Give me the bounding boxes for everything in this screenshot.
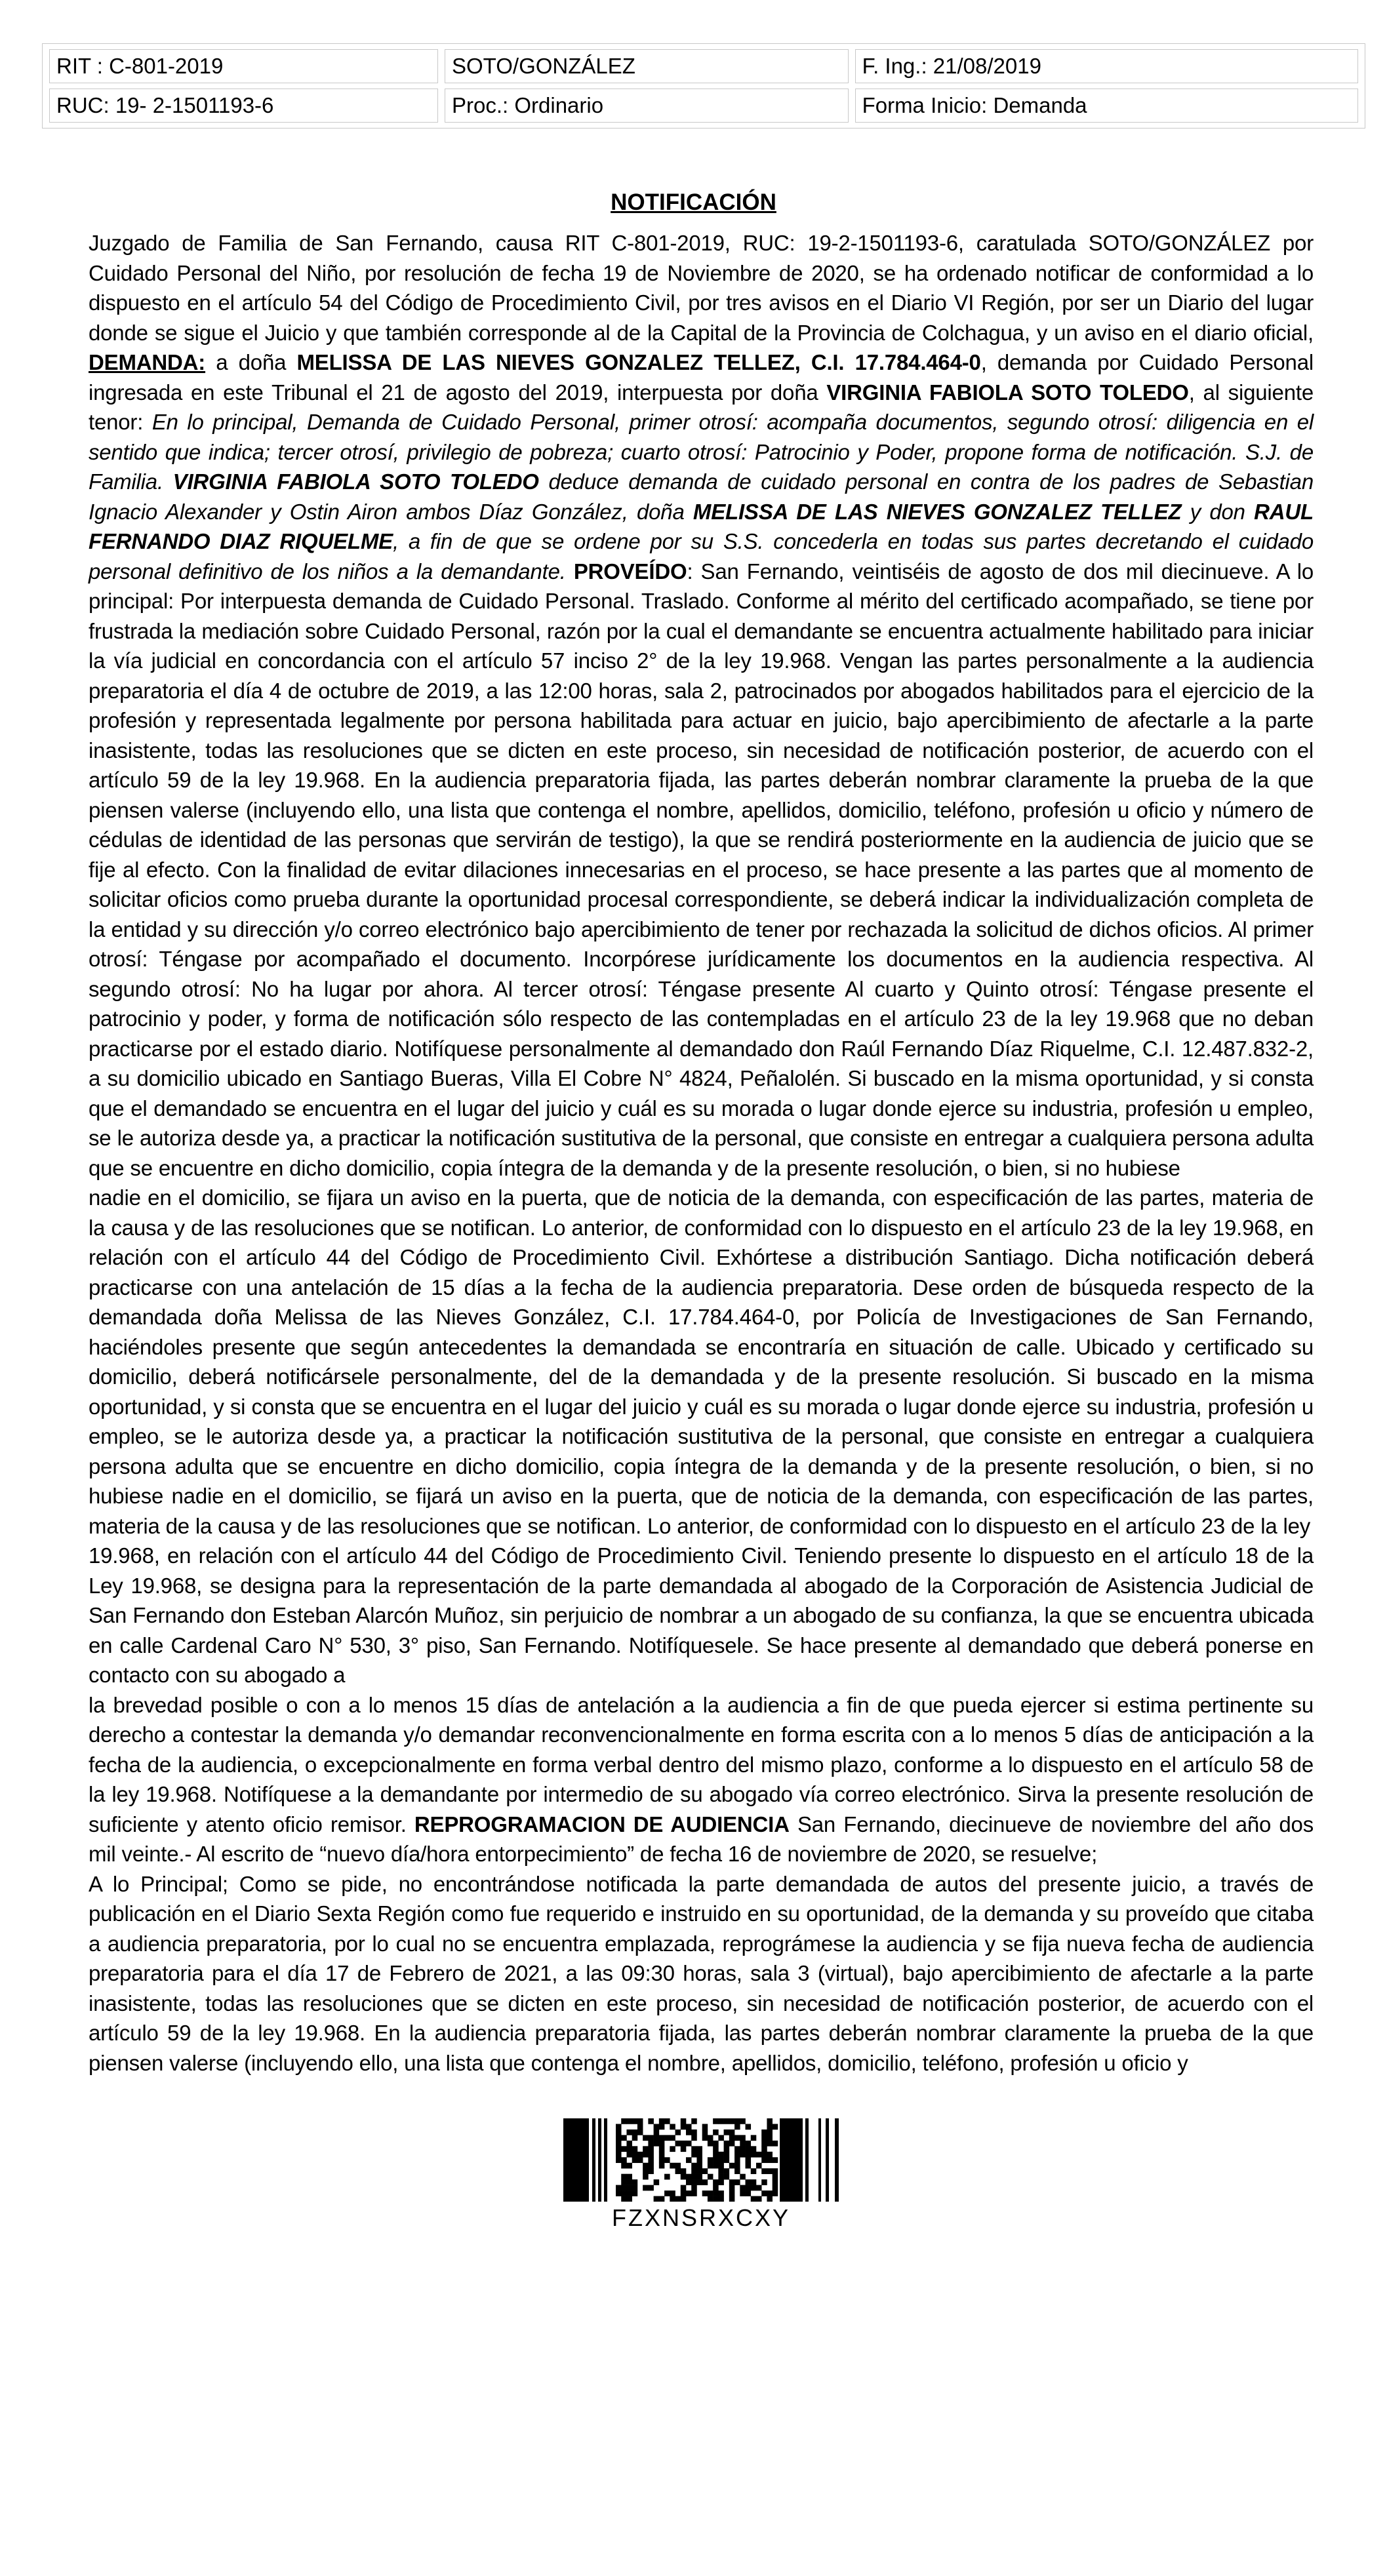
barcode-block [89,2118,1314,2232]
page-title [0,188,1387,218]
text-run: MELISSA DE LAS NIEVES GONZALEZ TELLEZ [693,499,1182,524]
document-body [89,228,1314,2078]
text-run: , demanda por Cuidado Personal ingresada en este Tribunal el 21 de agosto del 2019, interpuesta por doña [89,350,1314,405]
procedimiento-cell: Proc.: Ordinario [445,89,849,123]
text-run: a doña [205,350,297,374]
text-run: A lo Principal; Como se pide, no encontrándose notificada la parte demandada de autos del presente juicio, a través de publicación en el Diario Sexta Región como fue requerido e instruido en su oportunidad, de la demanda y su proveído que citaba a audiencia preparatoria, por lo cual no se encuentra emplazada, reprográmese la audiencia y se fija nueva fecha de audiencia preparatoria para el día 17 de Febrero de 2021, a las 09:30 horas, sala 3 (virtual), bajo apercibimiento de afectarle a la parte inasistente, todas las resoluciones que se dicten en este proceso, sin necesidad de notificación posterior, de acuerdo con el artículo 59 de la ley 19.968. En la audiencia preparatoria fijada, las partes deberán nombrar claramente la prueba de la que piensen valerse (incluyendo ello, una lista que contenga el nombre, apellidos, domicilio, teléfono, profesión u oficio y [89,1871,1314,2075]
text-run: , a fin de que se ordene por su S.S. concederla en todas sus partes decretando el cuidado personal definitivo de los niños a la demandante. [89,529,1314,584]
body-paragraph [89,228,1314,1183]
text-run: , al siguiente tenor: [89,380,1314,434]
body-paragraph [89,1690,1314,1869]
text-run: RAUL FERNANDO DIAZ RIQUELME [89,499,1314,553]
caratula-cell: SOTO/GONZÁLEZ [445,49,849,83]
text-run: Juzgado de Familia de San Fernando, causa RIT C-801-2019, RUC: 19-2-1501193-6, caratulada SOTO/GONZÁLEZ por Cuidado Personal del Niño, por resolución de fecha 19 de Noviembre de 2020, se ha ordenado notificar de conformidad a lo dispuesto en el artículo 54 del Código de Procedimiento Civil, por tres avisos en el Diario VI Región, por ser un Diario del lugar donde se sigue el Juicio y que también corresponde al de la Capital de la Provincia de Colchagua, y un aviso en el diario oficial, [89,231,1314,345]
barcode-caption: FZXNSRXCXY [611,2204,791,2231]
rit-cell: RIT : C-801-2019 [49,49,438,83]
text-run: VIRGINIA FABIOLA SOTO TOLEDO [172,469,539,494]
header-row [49,49,1358,83]
text-run: REPROGRAMACION DE AUDIENCIA [414,1812,790,1836]
ruc-cell: RUC: 19- 2-1501193-6 [49,89,438,123]
text-run: 19.968, en relación con el artículo 44 del Código de Procedimiento Civil. Teniendo presente lo dispuesto en el artículo 18 de la Ley 19.968, se designa para la representación de la parte demandada al abogado de la Corporación de Asistencia Judicial de San Fernando don Esteban Alarcón Muñoz, sin perjuicio de nombrar a un abogado de su confianza, la que se encuentra ubicada en calle Cardenal Caro N° 530, 3° piso, San Fernando. Notifíquesele. Se hace presente al demandado que deberá ponerse en contacto con su abogado a [89,1543,1314,1687]
text-run: En lo principal, Demanda de Cuidado Personal, primer otrosí: acompaña documentos, segundo otrosí: diligencia en el sentido que indica; tercer otrosí, privilegio de pobreza; cuarto otrosí: Patrocinio y Poder, propone forma de notificación. S.J. de Familia. [89,410,1314,494]
text-run: la brevedad posible o con a lo menos 15 días de antelación a la audiencia a fin de que pueda ejercer si estima pertinente su derecho a contestar la demanda y/o demandar reconvencionalmente en forma escrita con a lo menos 5 días de anticipación a la fecha de la audiencia, o excepcionalmente en forma verbal dentro del mismo plazo, conforme a lo dispuesto en el artículo 58 de la ley 19.968. Notifíquese a la demandante por intermedio de su abogado vía correo electrónico. Sirva la presente resolución de suficiente y atento oficio remisor. [89,1692,1314,1836]
case-header-table [42,43,1365,129]
page [0,43,1387,2576]
header-row [49,89,1358,123]
text-run: MELISSA DE LAS NIEVES GONZALEZ TELLEZ, C.I. 17.784.464-0 [296,350,981,374]
text-run: nadie en el domicilio, se fijara un aviso en la puerta, que de noticia de la demanda, con especificación de las partes, materia de la causa y de las resoluciones que se notifican. Lo anterior, de conformidad con lo dispuesto en el artículo 23 de la ley 19.968, en relación con el artículo 44 del Código de Procedimiento Civil. Exhórtese a distribución Santiago. Dicha notificación deberá practicarse con una antelación de 15 días a la fecha de la audiencia preparatoria. Dese orden de búsqueda respecto de la demandada doña Melissa de las Nieves González, C.I. 17.784.464-0, por Policía de Investigaciones de San Fernando, haciéndoles presente que según antecedentes la demandada se encontraría en situación de calle. Ubicado y certificado su domicilio, deberá notificársele personalmente, del de la demandada y de la presente resolución. Si buscado en la misma oportunidad, y si consta que se encuentra en el lugar del juicio y cuál es su morada o lugar donde ejerce su industria, profesión u empleo, se le autoriza desde ya, a practicar la notificación sustitutiva de la personal, que consiste en entregar a cualquiera persona adulta que se encuentre en dicho domicilio, copia íntegra de la demanda y de la presente resolución, o bien, si no hubiese nadie en el domicilio, se fijará un aviso en la puerta, que de noticia de la demanda, con especificación de las partes, materia de la causa y de las resoluciones que se notifican. Lo anterior, de conformidad con lo dispuesto en el artículo 23 de la ley [89,1185,1314,1538]
text-run: DEMANDA: [89,350,206,374]
barcode-image [563,2118,839,2202]
body-paragraph [89,1183,1314,1541]
body-paragraph [89,1541,1314,1690]
text-run: PROVEÍDO [573,559,687,584]
page-title-text: NOTIFICACIÓN [611,189,776,215]
text-run: San Fernando, diecinueve de noviembre del año dos mil veinte.- Al escrito de “nuevo día/hora entorpecimiento” de fecha 16 de noviembre de 2020, se resuelve; [89,1812,1314,1866]
forma-inicio-cell: Forma Inicio: Demanda [855,89,1358,123]
body-paragraph [89,1869,1314,2078]
text-run: : San Fernando, veintiséis de agosto de dos mil diecinueve. A lo principal: Por interpuesta demanda de Cuidado Personal. Traslado. Conforme al mérito del certificado acompañado, se tiene por frustrada la mediación sobre Cuidado Personal, razón por la cual el demandante se encuentra actualmente habilitado para iniciar la vía judicial en concordancia con el artículo 57 inciso 2° de la ley 19.968. Vengan las partes personalmente a la audiencia preparatoria el día 4 de octubre de 2019, a las 12:00 horas, sala 2, patrocinados por abogados habilitados para el ejercicio de la profesión y representada legalmente por persona habilitada para actuar en juicio, bajo apercibimiento de afectarle a la parte inasistente, todas las resoluciones que se dicten en este proceso, sin necesidad de notificación posterior, de acuerdo con el artículo 59 de la ley 19.968. En la audiencia preparatoria fijada, las partes deberán nombrar claramente la prueba de la que piensen valerse (incluyendo ello, una lista que contenga el nombre, apellidos, domicilio, teléfono, profesión u oficio y número de cédulas de identidad de las personas que servirán de testigo), la que se rendirá posteriormente en la audiencia de juicio que se fije al efecto. Con la finalidad de evitar dilaciones innecesarias en el proceso, se hace presente a las partes que al momento de solicitar oficios como prueba durante la oportunidad procesal correspondiente, se deberá indicar la individualización completa de la entidad y su dirección y/o correo electrónico bajo apercibimiento de tener por rechazada la solicitud de dichos oficios. Al primer otrosí: Téngase por acompañado el documento. Incorpórese jurídicamente los documentos en la audiencia respectiva. Al segundo otrosí: No ha lugar por ahora. Al tercer otrosí: Téngase presente Al cuarto y Quinto otrosí: Téngase presente el patrocinio y poder, y forma de notificación sólo respecto de las contempladas en el artículo 23 de la ley 19.968 que no deban practicarse por el estado diario. Notifíquese personalmente al demandado don Raúl Fernando Díaz Riquelme, C.I. 12.487.832-2, a su domicilio ubicado en Santiago Bueras, Villa El Cobre N° 4824, Peñalolén. Si buscado en la misma oportunidad, y si consta que el demandado se encuentra en el lugar del juicio y cuál es su morada o lugar donde ejerce su industria, profesión u empleo, se le autoriza desde ya, a practicar la notificación sustitutiva de la personal, que consiste en entregar a cualquiera persona adulta que se encuentre en dicho domicilio, copia íntegra de la demanda y de la presente resolución, o bien, si no hubiese [89,559,1314,1180]
text-run: VIRGINIA FABIOLA SOTO TOLEDO [826,380,1189,405]
fecha-ingreso-cell: F. Ing.: 21/08/2019 [855,49,1358,83]
text-run: deduce demanda de cuidado personal en contra de los padres de Sebastian Ignacio Alexander y Ostin Airon ambos Díaz González, doña [89,469,1314,524]
text-run: y don [1181,499,1255,524]
